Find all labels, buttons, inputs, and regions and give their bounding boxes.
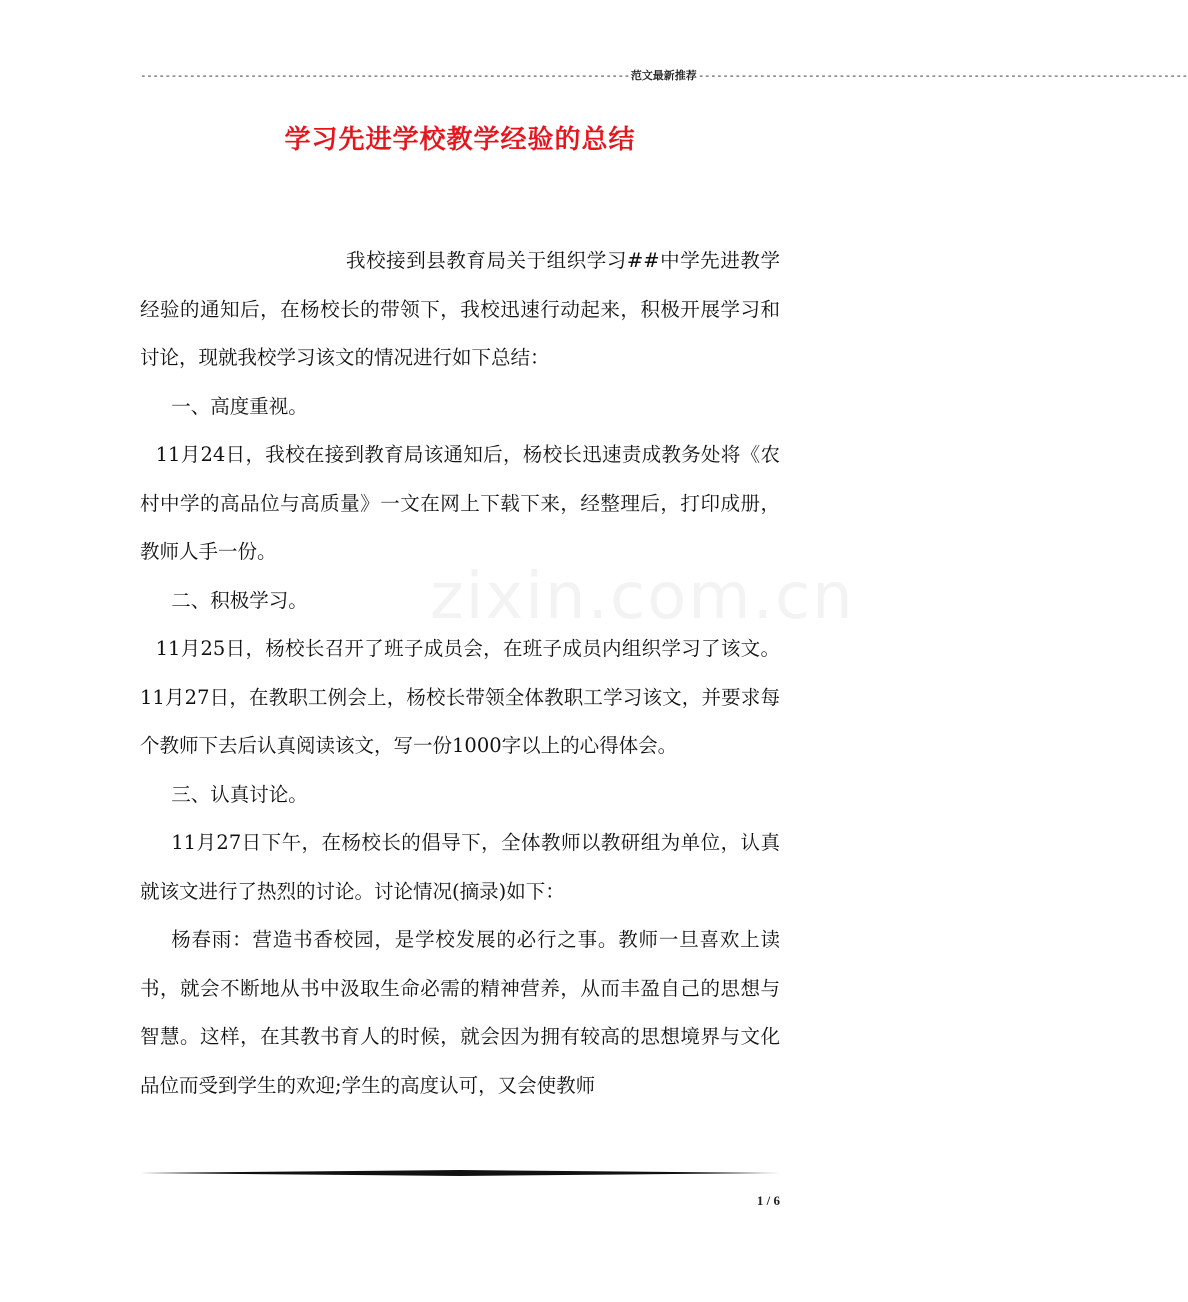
paragraph-section-2: 11月25日，杨校长召开了班子成员会，在班子成员内组织学习了该文。11月27日，在教职工例会上，杨校长带领全体教职工学习该文，并要求每个教师下去后认真阅读该文，写一份1000字以上的心得体会。 (140, 637, 780, 757)
header-banner (140, 68, 1188, 84)
paragraph-section-3: 11月27日下午，在杨校长的倡导下，全体教师以教研组为单位，认真就该文进行了热烈的讨论。讨论情况(摘录)如下： (140, 831, 780, 903)
document-title: 学习先进学校教学经验的总结 (284, 125, 636, 155)
section-heading-2: 二、积极学习。 (171, 588, 308, 612)
page-number: 1 / 6 (756, 1193, 780, 1208)
header-label: 范文最新推荐 (630, 69, 697, 82)
header-dashes-right: -------------------------------------------------------------------------------- (697, 69, 1188, 82)
section-heading-3: 三、认真讨论。 (171, 782, 308, 806)
section-heading-1: 一、高度重视。 (171, 394, 308, 418)
footer-divider (140, 1170, 780, 1176)
watermark: zixin.com.cn (430, 560, 855, 634)
paragraph-intro: 我校接到县教育局关于组织学习##中学先进教学经验的通知后，在杨校长的带领下，我校迅速行动起来，积极开展学习和讨论，现就我校学习该文的情况进行如下总结： (140, 249, 780, 369)
paragraph-section-1: 11月24日，我校在接到教育局该通知后，杨校长迅速责成教务处将《农村中学的高品位与高质量》一文在网上下载下来，经整理后，打印成册，教师人手一份。 (140, 443, 780, 563)
paragraph-discussion-1: 杨春雨：营造书香校园，是学校发展的必行之事。教师一旦喜欢上读书，就会不断地从书中汲取生命必需的精神营养，从而丰盈自己的思想与智慧。这样，在其教书育人的时候，就会因为拥有较高的思想境界与文化品位而受到学生的欢迎;学生的高度认可，又会使教师 (140, 928, 780, 1097)
header-dashes-left: -------------------------------------------------------------------------------- (140, 69, 630, 82)
document-body (140, 237, 780, 1110)
